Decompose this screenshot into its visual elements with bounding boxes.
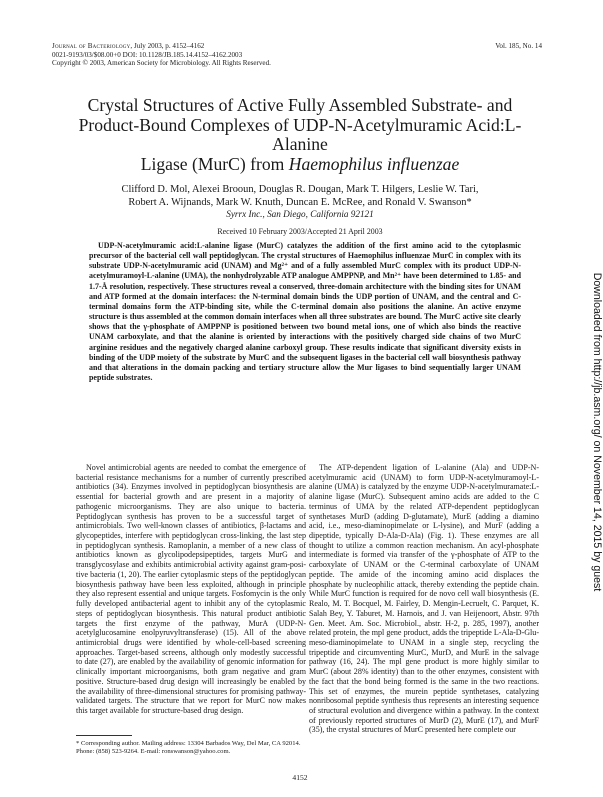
authors-line-1: Clifford D. Mol, Alexei Brooun, Douglas R. Dougan, Mark T. Hilgers, Leslie W. Tari, <box>121 184 479 195</box>
right-column <box>309 463 539 735</box>
running-header <box>52 42 542 68</box>
page-number: 4152 <box>292 773 308 782</box>
title-line-1: Crystal Structures of Active Fully Assembled Substrate- and <box>87 95 513 115</box>
title-organism: Haemophilus influenzae <box>288 153 460 174</box>
footnote-rule <box>76 735 132 736</box>
affiliation: Syrrx Inc., San Diego, California 92121 <box>226 209 374 219</box>
left-column <box>76 463 306 716</box>
body-paragraph: The ATP-dependent ligation of L-alanine (Ala) and UDP-N-acetylmuramic acid (UNAM) to form UDP-N-acetylmuramoyl-L-alanine (UMA) is catalyzed by the enzyme UDP-N-acetylmuramate:L-alanine ligase (MurC). Subsequent amino acids are added to the C terminus of UMA by the related ATP-dependent peptidoglycan synthetases MurD (adding D-glutamate), MurE (adding a diamino acid, i.e., meso-diaminopimelate or L-lysine), and MurF (adding a dipeptide, typically D-Ala-D-Ala) (Fig. 1). These enzymes are all thought to utilize a common reaction mechanism. An acyl-phosphate intermediate is formed via transfer of the γ-phosphate of ATP to the carboxylate of UNAM or the C-terminal carboxylate of UNAM peptide. The amide of the incoming amino acid displaces the phosphate by nucleophilic attack, thereby extending the peptide chain. While MurC function is required for de novo cell wall biosynthesis (E. Realo, M. T. Bocquel, M. Fairley, D. Mengin-Lecruelt, C. Parquet, K. Salah Bey, Y. Taburet, M. Harnois, and J. van Heijenoort, Abstr. 97th Gen. Meet. Am. Soc. Microbiol., abstr. H-2, p. 285, 1997), another related protein, the mpl gene product, adds the tripeptide L-Ala-D-Glu-meso-diaminopimelate to UNAM in a single step, recycling the tripeptide and circumventing MurC, MurD, and MurE in the salvage pathway (16, 24). The mpl gene product is more highly similar to MurC (about 28% identity) than to the other enzymes, consistent with the fact that the bond being formed is the same in the two reactions. This set of enzymes, the murein peptide synthetases, catalyzing nonribosomal peptide synthesis thus represents an interesting sequence of structural evolution and divergence within a pathway. In the context of previously reported structures of MurD (2), MurE (17), and MurF (35), the crystal structures of MurC presented here complete our <box>309 463 539 735</box>
corresponding-author-footnote: * Corresponding author. Mailing address: 13304 Barbados Way, Del Mar, CA 92014. Phone: (858) 523-9264. E-mail: ronswanson@yahoo.com. <box>76 740 301 756</box>
authors-line-2: Robert A. Wijnands, Mark W. Knuth, Duncan E. McRee, and Ronald V. Swanson* <box>128 196 472 208</box>
title-line-3 <box>60 155 540 175</box>
doi-line: 0021-9193/03/$08.00+0 DOI: 10.1128/JB.185.14.4152–4162.2003 <box>52 50 243 59</box>
download-watermark <box>592 212 602 652</box>
body-paragraph: Novel antimicrobial agents are needed to combat the emergence of bacterial resistance mechanisms for a number of currently prescribed antibiotics (34). Enzymes involved in peptidoglycan biosynthesis are essential for bacterial growth and are present in a majority of pathogenic microorganisms. They are also unique to bacteria. Peptidoglycan synthesis has proven to be a successful target of antimicrobials. Two well-known classes of antibiotics, β-lactams and glycopeptides, interfere with peptidoglycan cross-linking, the last step in peptidoglycan synthesis. Ramoplanin, a member of a new class of antibiotics known as glycolipodepsipeptides, targets MurG and transglycosylase and exhibits antimicrobial activity against gram-positive bacteria (1, 20). The earlier cytoplasmic steps of the peptidoglycan biosynthesis pathway have been less exploited, although in principle they also represent essential and unique targets. Fosfomycin is the only fully developed antibacterial agent to inhibit any of the cytoplasmic steps of peptidoglycan biosynthesis. This natural product antibiotic targets the first enzyme of the pathway, MurA (UDP-N-acetylglucosamine enolpyruvyltransferase) (15). All of the above antimicrobial drugs were identified by whole-cell-based screening approaches. Target-based screens, although only modestly successful to date (27), are enabled by the availability of genomic information for clinically important microorganisms, both gram negative and gram positive. Structure-based drug design will increasingly be enabled by the availability of three-dimensional structures for promising pathway-validated targets. The structure that we report for MurC now makes this target available for structure-based drug design. <box>76 463 306 715</box>
title-line-2: Product-Bound Complexes of UDP-N-Acetylmuramic Acid:L-Alanine <box>78 114 522 155</box>
copyright-line: Copyright © 2003, American Society for Microbiology. All Rights Reserved. <box>52 59 271 68</box>
volume-issue: Vol. 185, No. 14 <box>495 42 542 50</box>
download-watermark-text: Downloaded from http://jb.asm.org/ on November 14, 2015 by guest <box>591 272 603 592</box>
author-list <box>60 184 540 209</box>
journal-name: Journal of Bacteriology <box>52 42 131 50</box>
journal-citation <box>52 42 204 51</box>
abstract: UDP-N-acetylmuramic acid:L-alanine ligase (MurC) catalyzes the addition of the first amino acid to the cytoplasmic precursor of the bacterial cell wall peptidoglycan. The crystal structures of Haemophilus influenzae MurC in complex with its substrate UDP-N-acetylmuramic acid (UNAM) and Mg²⁺ and of a fully assembled MurC complex with its product UDP-N-acetylmuramoyl-L-alanine (UMA), the nonhydrolyzable ATP analogue AMPPNP, and Mn²⁺ have been determined to 1.85- and 1.7-Å resolution, respectively. These structures reveal a conserved, three-domain architecture with the binding sites for UNAM and ATP formed at the domain interfaces: the N-terminal domain binds the UDP portion of UNAM, and the central and C-terminal domains form the ATP-binding site, while the C-terminal domain also positions the alanine. An active enzyme structure is thus assembled at the common domain interfaces when all three substrates are bound. The MurC active site clearly shows that the γ-phosphate of AMPPNP is positioned between two bound metal ions, one of which also binds the reactive UNAM carboxylate, and that the alanine is oriented by interactions with the positively charged side chains of two MurC arginine residues and the negatively charged alanine carboxyl group. These results indicate that significant diversity exists in binding of the UDP moiety of the substrate by MurC and the subsequent ligases in the bacterial cell wall biosynthesis pathway and that alterations in the domain packing and tertiary structure allow the Mur ligases to bind sequentially larger UNAM peptide substrates. <box>89 241 521 383</box>
title-line-3-plain: Ligase (MurC) from <box>140 153 289 174</box>
article-title <box>60 96 540 174</box>
date-pages: , July 2003, p. 4152–4162 <box>130 42 205 50</box>
received-dates: Received 10 February 2003/Accepted 21 April 2003 <box>217 227 383 236</box>
